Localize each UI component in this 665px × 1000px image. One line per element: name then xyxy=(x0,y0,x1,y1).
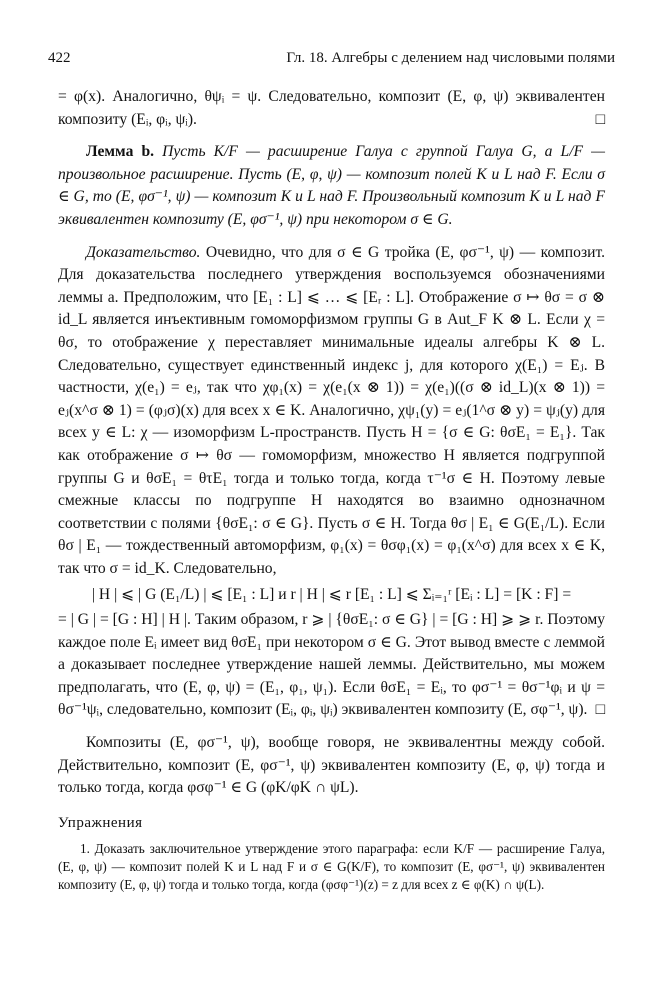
chapter-title: Гл. 18. Алгебры с делением над числовыми полями xyxy=(286,50,615,66)
proof-continuation xyxy=(58,609,605,722)
lemma-statement: Пусть K/F — расширение Галуа с группой Галуа G, a L/F — произвольное расширение. Пусть (E, φ, ψ) — композит полей K и L над F. Если σ ∈ G, то (E, φσ⁻¹, ψ) — композит K и L над F. Произвольный композит K и L над F эквивалентен композиту (E, φσ⁻¹, ψ) при некотором σ ∈ G. xyxy=(58,143,605,228)
running-header xyxy=(48,50,615,67)
lemma-paragraph xyxy=(58,141,605,231)
proof-text-part2: = | G | = [G : H] | H |. Таким образом, r ⩾ | {θσE₁: σ ∈ G} | = [G : H] ⩾ ⩾ r. Поэтому каждое поле Eᵢ имеет вид θσE₁ при некотором σ ∈ G. Этот вывод вместе с леммой a доказывает последнее утверждение нашей леммы. Действительно, мы можем предполагать, что (E, φ, ψ) = (E₁, φ₁, ψ₁). Если θσE₁ = Eᵢ, то φσ⁻¹ = θσ⁻¹φᵢ и ψ = θσ⁻¹ψᵢ, следовательно, композит (Eᵢ, φᵢ, ψᵢ) эквивалентен композиту (E, σφ⁻¹, ψ). xyxy=(58,611,605,719)
page-number: 422 xyxy=(48,50,71,66)
proof-qed-mark: □ xyxy=(595,701,605,719)
proof-label: Доказательство. xyxy=(86,243,201,261)
lemma-title: Лемма b. xyxy=(86,143,155,161)
exercise-item: 1. Доказать заключительное утверждение этого параграфа: если K/F — расширение Галуа, (E, φ, ψ) — композит полей K и L над F и σ ∈ G(K/F), то композит (E, φσ⁻¹, ψ) эквивалентен композиту (E, φ, ψ) тогда и только тогда, когда (φσφ⁻¹)(z) = z для всех z ∈ φ(K) ∩ ψ(L). xyxy=(58,841,605,893)
qed-mark: □ xyxy=(595,110,605,128)
proof-formula: | H | ⩽ | G (E₁/L) | ⩽ [E₁ : L] и r | H | ⩽ r [E₁ : L] ⩽ Σᵢ₌₁ʳ [Eᵢ : L] = [K : F] = xyxy=(91,586,572,604)
proof-paragraph xyxy=(58,242,605,581)
intro-paragraph xyxy=(58,86,605,131)
exercises-heading: Упражнения xyxy=(58,814,143,831)
main-text xyxy=(58,86,605,894)
intro-text: = φ(x). Аналогично, θψᵢ = ψ. Следовательно, композит (E, φ, ψ) эквивалентен композиту (Eᵢ, φᵢ, ψᵢ). xyxy=(58,88,605,128)
proof-text-part1: Очевидно, что для σ ∈ G тройка (E, φσ⁻¹, ψ) — композит. Для доказательства последнего утверждения воспользуемся обозначениями леммы a. Предположим, что [E₁ : L] ⩽ … ⩽ [Eᵣ : L]. Отображение σ ↦ θσ = σ ⊗ id_L является инъективным гомоморфизмом группы G в Aut_F K ⊗ L. Если χ = θσ, то отображение χ переставляет минимальные идеалы алгебры K ⊗ L. Следовательно, существует единственный индекс j, для которого χ(E₁) = Eⱼ. В частности, χ(e₁) = eⱼ, так что χφ₁(x) = χ(e₁(x ⊗ 1)) = χ(e₁)((σ ⊗ id_L)(x ⊗ 1)) = eⱼ(x^σ ⊗ 1) = (φⱼσ)(x) для всех x ∈ K. Аналогично, χψ₁(y) = eⱼ(1^σ ⊗ y) = ψⱼ(y) для всех y ∈ L: χ — изоморфизм L-пространств. Пусть H = {σ ∈ G: θσE₁ = E₁}. Так как отображение σ ↦ θσ — гомоморфизм, множество H является подгруппой группы G и θσE₁ = θτE₁ тогда и только тогда, когда τ⁻¹σ ∈ H. Поэтому левые смежные классы по подгруппе H находятся во взаимно однозначном соответствии с полями {θσE₁: σ ∈ G}. Пусть σ ∈ H. Тогда θσ | E₁ ∈ G(E₁/L). Если θσ | E₁ — тождественный автоморфизм, φ₁(x) = θσφ₁(x) = φ₁(x^σ) для всех x ∈ K, так что σ = id_K. Следовательно, xyxy=(58,243,605,577)
remark-paragraph: Композиты (E, φσ⁻¹, ψ), вообще говоря, не эквивалентны между собой. Действительно, композит (E, φσ⁻¹, ψ) эквивалентен композиту (E, φ, ψ) тогда и только тогда, когда φσφ⁻¹ ∈ G (φK/φK ∩ ψL). xyxy=(58,734,605,797)
